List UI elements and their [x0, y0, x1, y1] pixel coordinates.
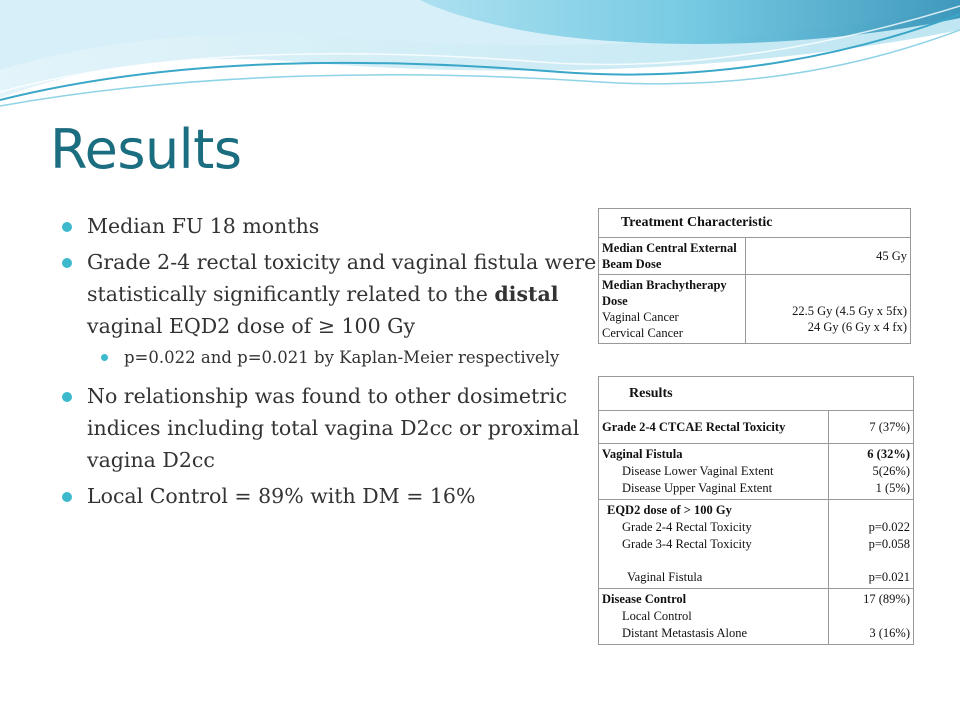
- row-value: 17 (89%): [863, 592, 910, 606]
- table-cell-label: [599, 444, 829, 500]
- row-sub-label: Grade 3-4 Rectal Toxicity: [622, 537, 752, 551]
- table-header-row: [599, 209, 911, 238]
- table-cell-value: [829, 444, 914, 500]
- table-cell-label: [599, 275, 746, 344]
- bullet-list: [62, 210, 597, 516]
- row-sub-label: Distant Metastasis Alone: [622, 626, 747, 640]
- table-row: [599, 275, 911, 344]
- row-label: Median Brachytherapy Dose: [602, 278, 727, 308]
- row-sub-label: Grade 2-4 Rectal Toxicity: [622, 520, 752, 534]
- row-value: 5(26%): [872, 464, 910, 478]
- bullet-text: p=0.022 and p=0.021 by Kaplan-Meier respectively: [124, 348, 560, 367]
- table-cell-value: [829, 589, 914, 645]
- row-sub-label: Local Control: [622, 609, 692, 623]
- table-cell-label: [599, 589, 829, 645]
- table-cell-label: Median Central External Beam Dose: [599, 238, 746, 275]
- row-value: 1 (5%): [875, 481, 910, 495]
- table-row: [599, 500, 914, 589]
- table-cell-value: 7 (37%): [829, 411, 914, 444]
- table-row: [599, 589, 914, 645]
- row-value: p=0.058: [868, 537, 910, 551]
- table-header-row: [599, 377, 914, 411]
- row-value: 24 Gy (6 Gy x 4 fx): [807, 320, 907, 334]
- row-value: 6 (32%): [867, 447, 910, 461]
- table-row: [599, 411, 914, 444]
- treatment-characteristic-table: [598, 208, 911, 344]
- bullet-bold-text: distal: [494, 282, 559, 306]
- row-sub-label: Cervical Cancer: [602, 326, 683, 340]
- table-cell-value: [746, 275, 911, 344]
- sub-bullet-p-values: [62, 346, 597, 370]
- results-table: [598, 376, 914, 645]
- bullet-text: Grade 2-4 rectal toxicity and vaginal fistula were statistically significantly related to the: [87, 250, 597, 306]
- row-label: EQD2 dose of > 100 Gy: [607, 503, 732, 517]
- row-value: p=0.022: [868, 520, 910, 534]
- table-row: [599, 238, 911, 275]
- row-value: 22.5 Gy (4.5 Gy x 5fx): [792, 304, 907, 318]
- bullet-local-control: [62, 480, 597, 512]
- row-sub-label: Disease Lower Vaginal Extent: [622, 464, 774, 478]
- bullet-text: No relationship was found to other dosimetric indices including total vagina D2cc or proximal vagina D2cc: [87, 384, 580, 472]
- table-row: [599, 444, 914, 500]
- slide-title: Results: [50, 118, 242, 181]
- row-sub-label: Vaginal Cancer: [602, 310, 679, 324]
- table-cell-value: 45 Gy: [746, 238, 911, 275]
- bullet-median-followup: [62, 210, 597, 242]
- bullet-text: Local Control = 89% with DM = 16%: [87, 484, 476, 508]
- row-label: Vaginal Fistula: [602, 447, 683, 461]
- row-label: Disease Control: [602, 592, 687, 606]
- bullet-text: vaginal EQD2 dose of ≥ 100 Gy: [87, 314, 416, 338]
- table-cell-label: [599, 500, 829, 589]
- bullet-rectal-toxicity: [62, 246, 597, 342]
- header-wave-decoration: [0, 0, 960, 110]
- row-sub-label: Vaginal Fistula: [627, 570, 703, 584]
- bullet-text: Median FU 18 months: [87, 214, 320, 238]
- bullet-no-relationship: [62, 380, 597, 476]
- table-header: Treatment Characteristic: [599, 209, 911, 238]
- row-value: p=0.021: [868, 570, 910, 584]
- table-header: Results: [599, 377, 914, 411]
- table-cell-label: Grade 2-4 CTCAE Rectal Toxicity: [599, 411, 829, 444]
- row-value: 3 (16%): [869, 626, 910, 640]
- table-cell-value: [829, 500, 914, 589]
- row-sub-label: Disease Upper Vaginal Extent: [622, 481, 773, 495]
